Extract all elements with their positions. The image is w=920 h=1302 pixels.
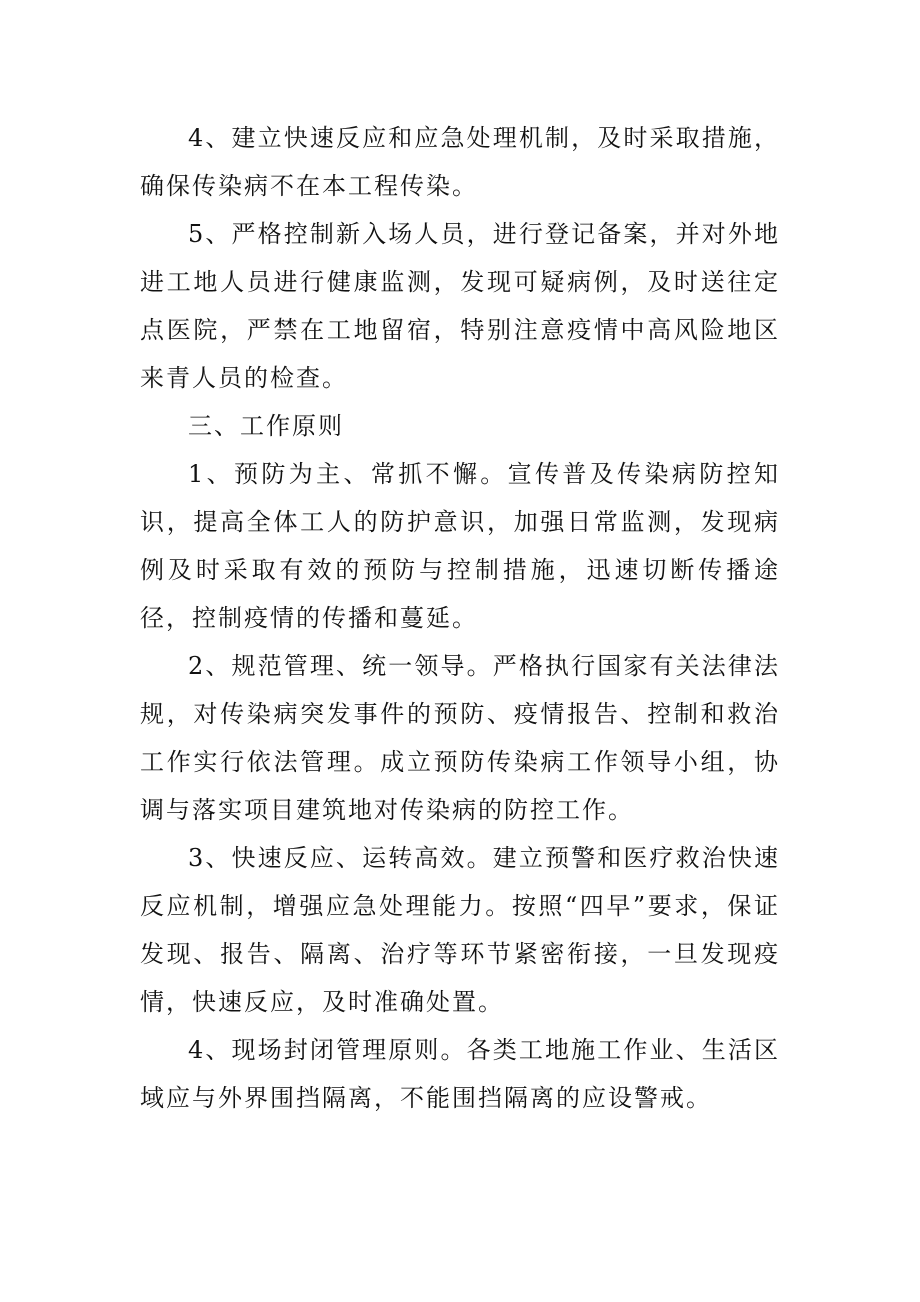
document-body xyxy=(140,114,780,1122)
paragraph-principle-1-prevention: 1、预防为主、常抓不懈。宣传普及传染病防控知识，提高全体工人的防护意识，加强日常监测，发现病例及时采取有效的预防与控制措施，迅速切断传播途径，控制疫情的传播和蔓延。 xyxy=(140,460,780,632)
paragraph-principle-2-management: 2、规范管理、统一领导。严格执行国家有关法律法规，对传染病突发事件的预防、疫情报告、控制和救治工作实行依法管理。成立预防传染病工作领导小组，协调与落实项目建筑地对传染病的防控工作。 xyxy=(140,652,780,824)
section-heading-work-principles: 三、工作原则 xyxy=(188,412,344,440)
paragraph-principle-3-rapid-response: 3、快速反应、运转高效。建立预警和医疗救治快速反应机制，增强应急处理能力。按照“四早”要求，保证发现、报告、隔离、治疗等环节紧密衔接，一旦发现疫情，快速反应，及时准确处置。 xyxy=(140,844,780,1016)
paragraph-principle-4-closed-management: 4、现场封闭管理原则。各类工地施工作业、生活区域应与外界围挡隔离，不能围挡隔离的应设警戒。 xyxy=(140,1036,780,1112)
paragraph-item-4-emergency-mechanism: 4、建立快速反应和应急处理机制，及时采取措施，确保传染病不在本工程传染。 xyxy=(140,124,780,200)
paragraph-item-5-personnel-control: 5、严格控制新入场人员，进行登记备案，并对外地进工地人员进行健康监测，发现可疑病例，及时送往定点医院，严禁在工地留宿，特别注意疫情中高风险地区来青人员的检查。 xyxy=(140,220,780,392)
